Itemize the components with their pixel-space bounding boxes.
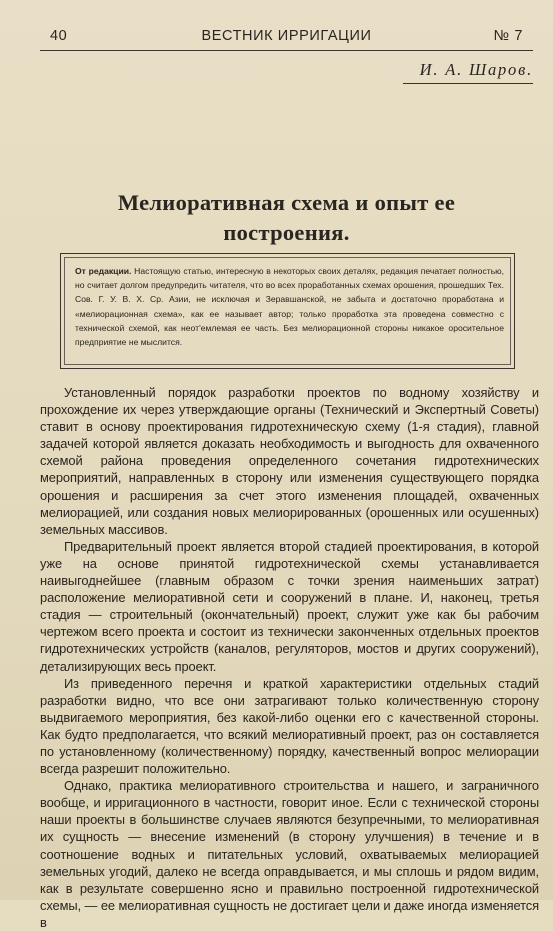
paragraph: Предварительный проект является второй стадией проектирования, в которой уже на основе принятой гидротехнической схемы устанавливается наивыгоднейшее (главным образом с точки зрения наименьших затрат) расположение мелиоративной сети и сооружений в плане. И, наконец, третья стадия — строительный (окончательный) проект, служит уже как бы рабочим чертежом всего проекта и состоит из технически законченных отдельных проектов гидротехнических устройств (каналов, регуляторов, мостов и других сооружений), детализирующих весь проект. [40, 538, 539, 674]
editorial-note-box [60, 253, 515, 369]
page-number: 40 [50, 28, 68, 44]
article-body [40, 384, 539, 931]
paragraph: Установленный порядок разработки проектов по водному хозяйству и прохождение их через утверждающие органы (Технический и Экспертный Советы) ставит в основу проектирования гидротехническую схему (1-я стадия), главной задачей которой является доказать необходимость и выгодность для охваченного схемой района проведения определенного сочетания гидротехнических мероприятий, направленных в сторону или изменения существующего порядка орошения и расширения за счет этого изменения площадей, охваченных мелиорацией, или создания новых мелиорированных (орошенных или осушенных) земельных массивов. [40, 385, 539, 537]
running-header [40, 24, 533, 51]
editorial-note-text: Настоящую статью, интересную в некоторых своих деталях, редакция печатает полностью, но считает долгом предупредить читателя, что во всех проработанных схемах орошения, прошедших Тех. Сов. Г. У. В. Х. Ср. Азии, не исключая и Зеравшанской, не забыта и достаточно проработана и «мелиорационная схема», как ее называет автор; только проработка эта проведена совместно с технической схемой, как неот'емлемая ее часть. Без мелиорационной стороны никакое оросительное предприятие не мыслится. [75, 266, 505, 348]
article-title: Мелиоративная схема и опыт ее построения. [117, 190, 456, 245]
issue-number: № 7 [493, 28, 523, 44]
journal-title: ВЕСТНИК ИРРИГАЦИИ [201, 28, 372, 44]
editorial-note [75, 264, 504, 349]
paragraph: Из приведенного перечня и краткой характеристики отдельных стадий разработки видно, что все они затрагивают только количественную сторону выдвигаемого мероприятия, без какой-либо оценки его с качественной стороны. Как будто предполагается, что всякий мелиоративный проект, раз он составляется по установленному (количественному) порядку, качественный вопрос мелиорации всегда разрешит положительно. [40, 675, 539, 777]
editorial-note-label: От редакции. [75, 266, 132, 276]
paragraph: Однако, практика мелиоративного строительства и нашего, и заграничного вообще, и ирригационного в частности, говорит иное. Если с технической стороны наши проекты в большинстве случаев являются безупречными, то мелиоративная их сущность — внесение изменений (в сторону улучшения) в течение и в соотношение водных и питательных условий, охватываемых мелиорацией земельных угодий, далеко не всегда оправдывается, и мы сплошь и рядом видим, как в результате совершенно ясно и правильно построенной гидротехнической схемы, — ее мелиоративная сущность не достигает цели и даже иногда изменяется в [40, 778, 539, 930]
article-author: И. А. Шаров. [403, 60, 533, 84]
